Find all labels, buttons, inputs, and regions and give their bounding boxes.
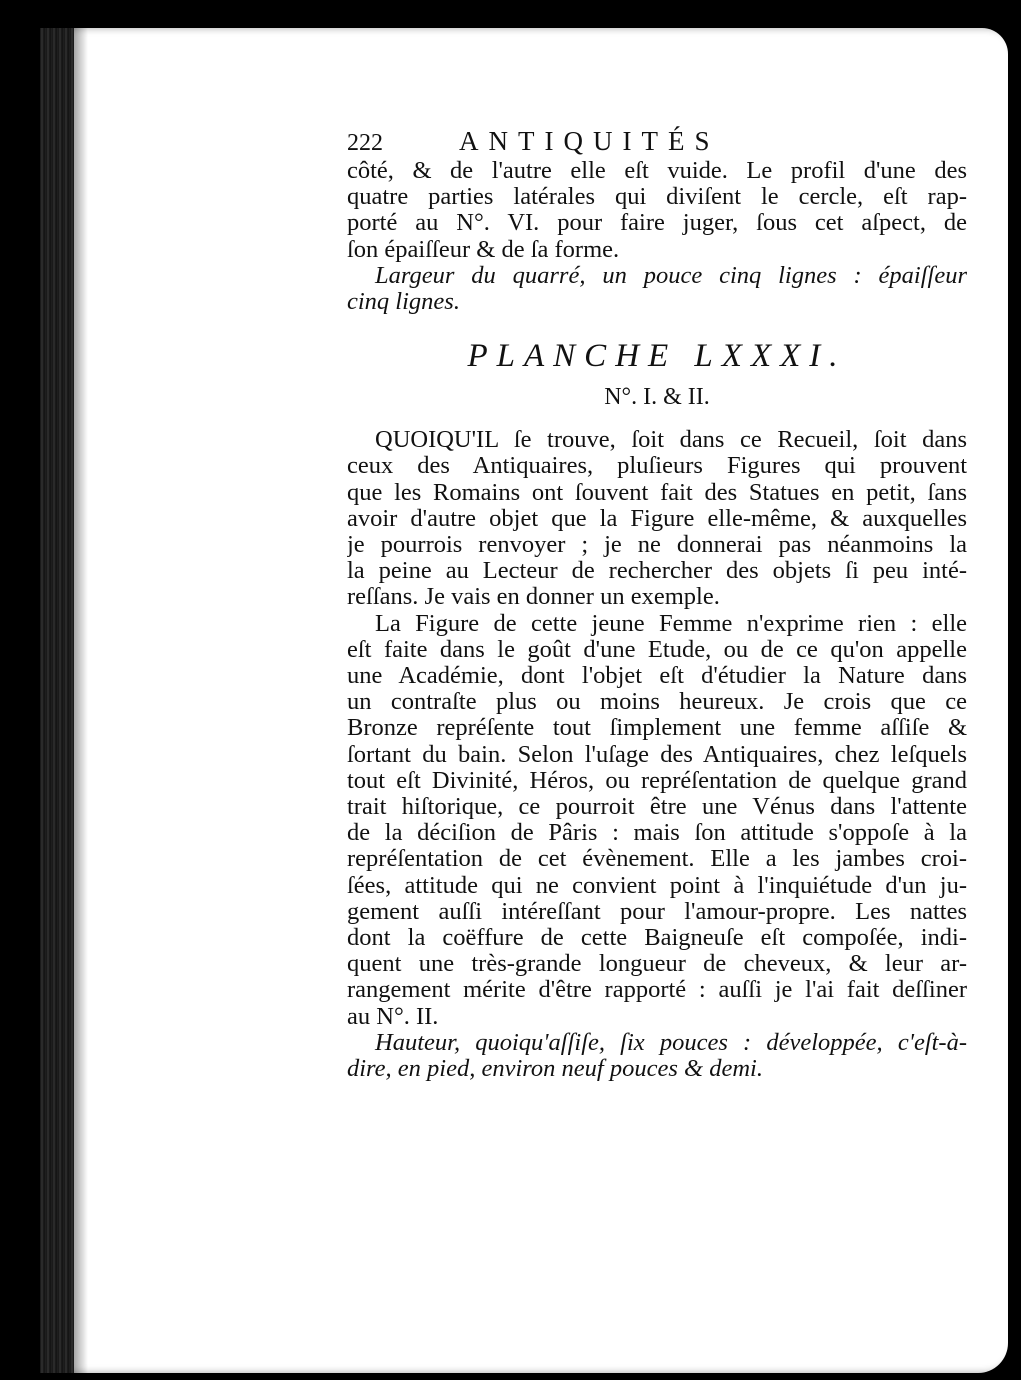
text-line: La Figure de cette jeune Femme n'exprime rien : elle xyxy=(375,610,967,637)
text-line: ceux des Antiquaires, pluſieurs Figures qui prouvent xyxy=(347,453,967,480)
text-line: au N°. II. xyxy=(347,1003,439,1030)
text-line: avoir d'autre objet que la Figure elle-même, & auxquelles xyxy=(347,505,967,532)
text-line: cinq lignes. xyxy=(347,289,460,316)
text-line: porté au N°. VI. pour faire juger, ſous cet aſpect, de xyxy=(347,210,967,237)
text-line: eſt faite dans le goût d'une Etude, ou de ce qu'on appelle xyxy=(347,636,967,663)
text-line: QUOIQU'IL ſe trouve, ſoit dans ce Recueil, ſoit dans xyxy=(375,427,967,454)
text-line: ſon épaiſſeur & de ſa forme. xyxy=(347,236,620,263)
intro-measurement xyxy=(347,263,967,315)
text-line: ſortant du bain. Selon l'uſage des Antiquaires, chez leſquels xyxy=(347,741,967,768)
text-line: de la déciſion de Pâris : mais ſon attitude s'oppoſe à la xyxy=(347,820,967,847)
text-line: quent une très-grande longueur de cheveux, & leur ar- xyxy=(347,951,967,978)
book-gutter xyxy=(40,28,74,1373)
text-line: Largeur du quarré, un pouce cinq lignes : épaiſſeur xyxy=(375,262,967,289)
text-line: un contraſte plus ou moins heureux. Je crois que ce xyxy=(347,689,967,716)
text-line: ſées, attitude qui ne convient point à l'inquiétude d'un ju- xyxy=(347,872,967,899)
book-page xyxy=(40,28,1008,1373)
text-line: dire, en pied, environ neuf pouces & demi. xyxy=(347,1056,763,1083)
text-line: rangement mérite d'être rapporté : auſſi je l'ai fait deſſiner xyxy=(347,977,967,1004)
text-line: gement auſſi intéreſſant pour l'amour-propre. Les nattes xyxy=(347,898,967,925)
text-line: quatre parties latérales qui diviſent le cercle, eſt rap- xyxy=(347,184,967,211)
plate-title: PLANCHE LXXXI. xyxy=(467,338,847,375)
text-line: je pourrois renvoyer ; je ne donnerai pas néanmoins la xyxy=(347,532,967,559)
paragraph-2 xyxy=(347,611,967,1030)
paragraph-1 xyxy=(347,427,967,610)
gutter-shadow xyxy=(74,28,88,1373)
intro-paragraph xyxy=(347,158,967,263)
page-number: 222 xyxy=(347,130,383,156)
text-line: reſſans. Je vais en donner un exemple. xyxy=(347,584,720,611)
text-line: côté, & de l'autre elle eſt vuide. Le profil d'une des xyxy=(347,158,967,184)
plate-subtitle: N°. I. & II. xyxy=(604,384,710,411)
running-head xyxy=(347,128,967,158)
text-line: Hauteur, quoiqu'aſſiſe, ſix pouces : développée, c'eſt-à- xyxy=(375,1029,967,1056)
text-line: Bronze repréſente tout ſimplement une femme aſſiſe & xyxy=(347,715,967,742)
final-measurement xyxy=(347,1030,967,1082)
text-line: que les Romains ont ſouvent fait des Statues en petit, ſans xyxy=(347,479,967,506)
text-line: la peine au Lecteur de rechercher des objets ſi peu inté- xyxy=(347,558,967,585)
text-line: repréſentation de cet évènement. Elle a les jambes croi- xyxy=(347,846,967,873)
text-line: trait hiſtorique, ce pourroit être une Vénus dans l'attente xyxy=(347,794,967,821)
text-line: tout eſt Divinité, Héros, ou repréſentation de quelque grand xyxy=(347,767,967,794)
text-line: dont la coëffure de cette Baigneuſe eſt compoſée, indi- xyxy=(347,925,967,952)
text-block xyxy=(347,128,967,1082)
text-line: une Académie, dont l'objet eſt d'étudier la Nature dans xyxy=(347,663,967,690)
running-title: ANTIQUITÉS xyxy=(459,126,720,156)
